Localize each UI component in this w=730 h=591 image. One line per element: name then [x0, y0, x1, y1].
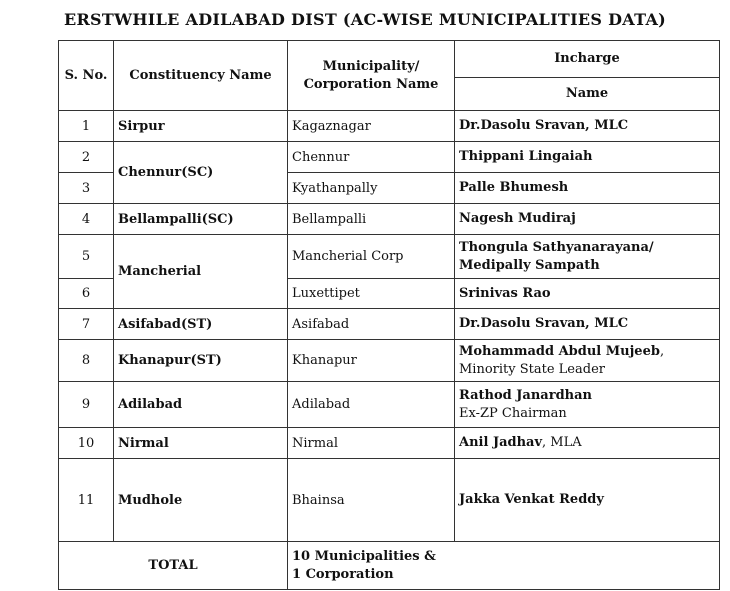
table-row: [59, 204, 720, 235]
sno-cell: 1: [59, 111, 114, 142]
sno-cell: 9: [59, 382, 114, 428]
incharge-cell: Jakka Venkat Reddy: [455, 459, 720, 542]
constituency-cell: Khanapur(ST): [114, 340, 288, 382]
table-row: [59, 309, 720, 340]
incharge-role: Minority State Leader: [459, 361, 605, 377]
page-title: ERSTWHILE ADILABAD DIST (AC-WISE MUNICIPALITIES DATA): [63, 10, 667, 29]
incharge-name: Anil Jadhav: [459, 435, 543, 450]
municipality-cell: Bellampalli: [288, 204, 455, 235]
municipality-cell: Mancherial Corp: [288, 235, 455, 279]
sno-cell: 5: [59, 235, 114, 279]
municipality-cell: Luxettipet: [288, 279, 455, 309]
incharge-cell: Thippani Lingaiah: [455, 142, 720, 173]
incharge-cell: [455, 235, 720, 279]
header-municipality-line1: Municipality/: [322, 58, 420, 74]
sno-cell: 2: [59, 142, 114, 173]
incharge-cell: [455, 340, 720, 382]
municipality-cell: Kagaznagar: [288, 111, 455, 142]
constituency-cell: Asifabad(ST): [114, 309, 288, 340]
municipalities-table: [58, 40, 720, 590]
total-value: [288, 542, 720, 590]
table-row: [59, 111, 720, 142]
incharge-suffix: ,: [659, 343, 665, 359]
incharge-role: Ex-ZP Chairman: [459, 405, 567, 421]
table-row: [59, 459, 720, 542]
header-sno: S. No.: [59, 41, 114, 111]
municipality-cell: Khanapur: [288, 340, 455, 382]
incharge-cell: Palle Bhumesh: [455, 173, 720, 204]
sno-cell: 8: [59, 340, 114, 382]
total-row: [59, 542, 720, 590]
sno-cell: 6: [59, 279, 114, 309]
sno-cell: 10: [59, 428, 114, 459]
table-row: [59, 428, 720, 459]
municipality-cell: Adilabad: [288, 382, 455, 428]
constituency-cell: Adilabad: [114, 382, 288, 428]
incharge-cell: Dr.Dasolu Sravan, MLC: [455, 111, 720, 142]
table-row: [59, 142, 720, 173]
total-value-line2: 1 Corporation: [292, 566, 394, 582]
incharge-name-line2: Medipally Sampath: [459, 257, 600, 273]
header-constituency: Constituency Name: [114, 41, 288, 111]
constituency-cell: Chennur(SC): [114, 142, 288, 204]
municipality-cell: Bhainsa: [288, 459, 455, 542]
incharge-cell: Srinivas Rao: [455, 279, 720, 309]
municipality-cell: Asifabad: [288, 309, 455, 340]
total-value-line1: 10 Municipalities &: [292, 548, 436, 564]
table-row: [59, 340, 720, 382]
constituency-cell: Nirmal: [114, 428, 288, 459]
table-row: [59, 382, 720, 428]
header-municipality: [288, 41, 455, 111]
sno-cell: 11: [59, 459, 114, 542]
header-incharge: Incharge: [455, 41, 720, 78]
municipality-cell: Kyathanpally: [288, 173, 455, 204]
sno-cell: 4: [59, 204, 114, 235]
constituency-cell: Mudhole: [114, 459, 288, 542]
total-label: TOTAL: [59, 542, 288, 590]
constituency-cell: Bellampalli(SC): [114, 204, 288, 235]
constituency-cell: Sirpur: [114, 111, 288, 142]
header-municipality-line2: Corporation Name: [303, 76, 439, 92]
incharge-cell: [455, 382, 720, 428]
header-name: Name: [455, 78, 720, 111]
incharge-name: Thongula Sathyanarayana/: [459, 239, 654, 255]
constituency-cell: Mancherial: [114, 235, 288, 309]
incharge-name: Mohammadd Abdul Mujeeb: [459, 343, 660, 359]
incharge-cell: Dr.Dasolu Sravan, MLC: [455, 309, 720, 340]
sno-cell: 7: [59, 309, 114, 340]
incharge-name: Rathod Janardhan: [459, 387, 592, 403]
incharge-suffix: , MLA: [542, 435, 582, 450]
header-row: [59, 41, 720, 78]
table-row: [59, 235, 720, 279]
municipality-cell: Nirmal: [288, 428, 455, 459]
municipality-cell: Chennur: [288, 142, 455, 173]
incharge-cell: [455, 428, 720, 459]
sno-cell: 3: [59, 173, 114, 204]
incharge-cell: Nagesh Mudiraj: [455, 204, 720, 235]
